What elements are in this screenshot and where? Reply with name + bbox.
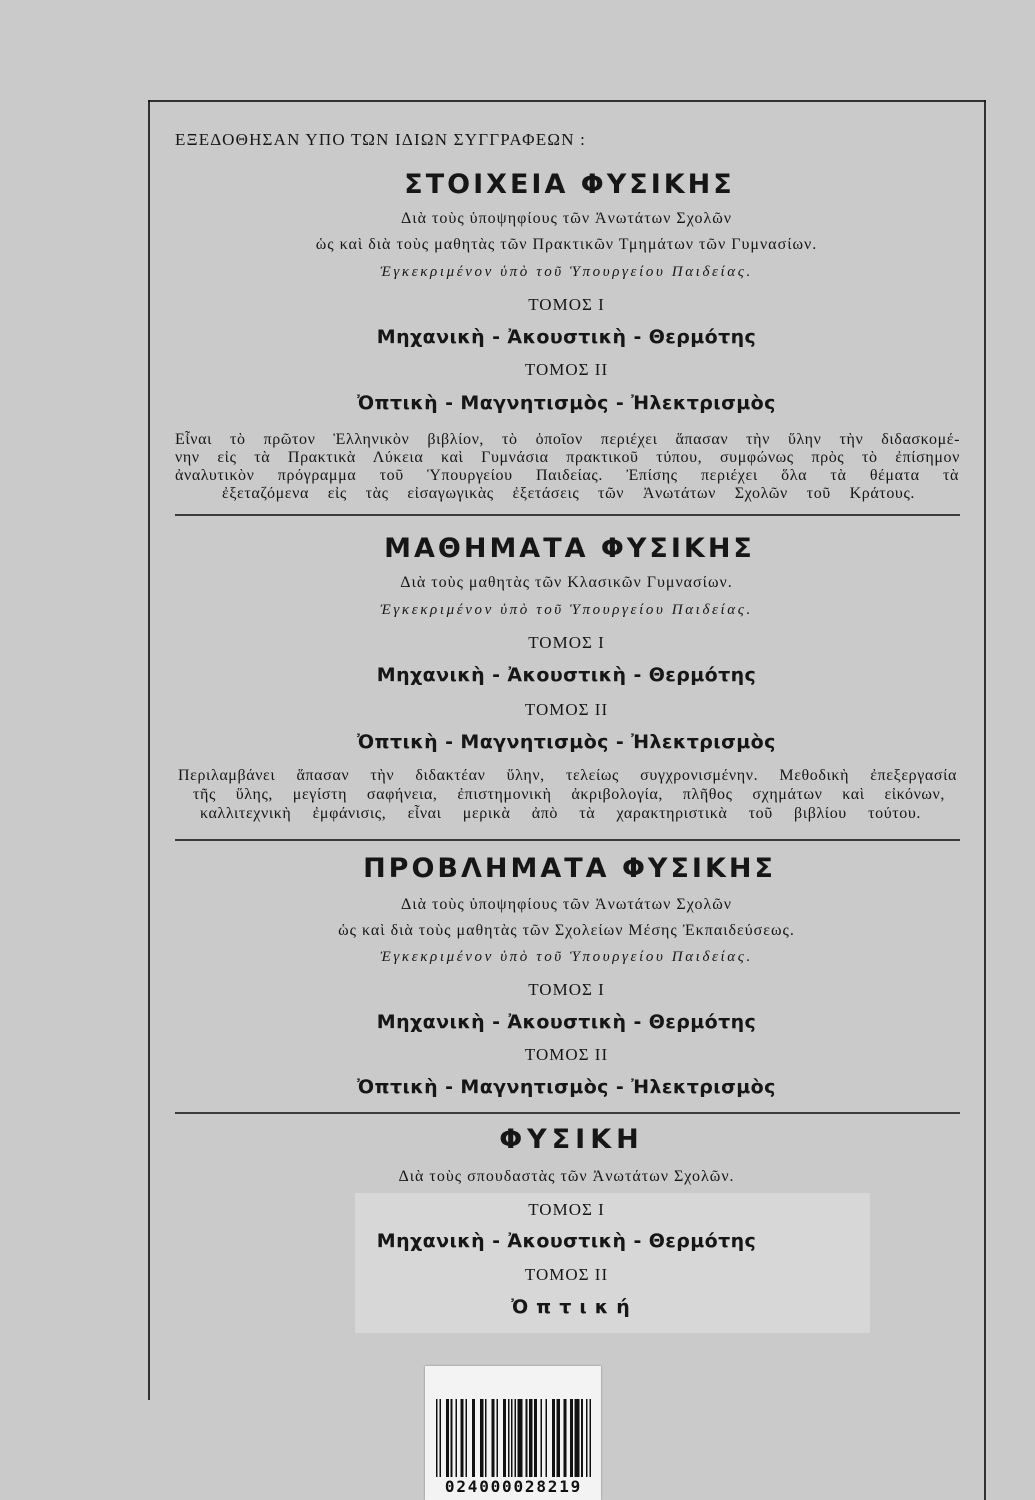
barcode-bars (436, 1399, 591, 1477)
volume-label: ΤΟΜΟΣ II (524, 1265, 609, 1284)
barcode-bar (491, 1399, 494, 1477)
audience-line: Διὰ τοὺς μαθητὰς τῶν Κλασικῶν Γυμνασίων. (400, 574, 733, 591)
volume-subjects: Μηχανικὴ - Ἀκουστικὴ - Θερμότης (376, 664, 757, 686)
audience-line: Διὰ τοὺς ὑποψηφίους τῶν Ἀνωτάτων Σχολῶν (401, 210, 732, 227)
description-line: καλλιτεχνικὴ ἐμφάνισις, εἶναι μερικὰ ἀπὸ τὰ χαρακτηριστικὰ τοῦ βιβλίου τούτου. (200, 805, 921, 822)
book-title: ΜΑΘΗΜΑΤΑ ΦΥΣΙΚΗΣ (384, 533, 755, 564)
barcode-number: 024000028219 (444, 1477, 583, 1496)
volume-label: ΤΟΜΟΣ I (528, 295, 605, 314)
audience-line: ὡς καὶ διὰ τοὺς μαθητὰς τῶν Σχολείων Μέσης Ἐκπαιδεύσεως. (338, 922, 795, 939)
volume-subjects: Ὀπτικὴ - Μαγνητισμὸς - Ἠλεκτρισμὸς (357, 392, 776, 414)
barcode-bar (472, 1399, 475, 1477)
barcode-bar (439, 1399, 441, 1477)
barcode-bar (570, 1399, 573, 1477)
barcode-bar (557, 1399, 560, 1477)
barcode-bar (526, 1399, 528, 1477)
barcode-bar (503, 1399, 506, 1477)
barcode-bar (589, 1399, 591, 1477)
approval-line: Ἐγκεκριμένον ὑπὸ τοῦ Ὑπουργείου Παιδείας. (380, 949, 753, 965)
barcode-bar (460, 1399, 463, 1477)
barcode-bar (480, 1399, 483, 1477)
barcode-bar (540, 1399, 542, 1477)
description-line: νην εἰς τὰ Πρακτικὰ Λύκεια καὶ Γυμνάσια πρακτικοῦ τύπου, συμφώνως πρὸς τὸ ἐπίσημον (175, 449, 960, 466)
barcode-bar (545, 1399, 547, 1477)
audience-line: Διὰ τοὺς ὑποψηφίους τῶν Ἀνωτάτων Σχολῶν (401, 896, 732, 913)
barcode-bar (534, 1399, 537, 1477)
barcode-bar (456, 1399, 458, 1477)
barcode-bar (446, 1399, 449, 1477)
volume-label: ΤΟΜΟΣ II (524, 360, 609, 379)
approval-line: Ἐγκεκριμένον ὑπὸ τοῦ Ὑπουργείου Παιδείας. (380, 264, 753, 280)
barcode-bar (485, 1399, 487, 1477)
approval-line: Ἐγκεκριμένον ὑπὸ τοῦ Ὑπουργείου Παιδείας. (380, 602, 753, 618)
book-title: ΣΤΟΙΧΕΙΑ ΦΥΣΙΚΗΣ (404, 169, 735, 200)
section-divider (175, 839, 960, 841)
barcode-bar (529, 1399, 532, 1477)
description-line: ἐξεταζόμενα εἰς τὰς εἰσαγωγικὰς ἐξετάσεις τῶν Ἀνωτάτων Σχολῶν τοῦ Κράτους. (222, 485, 915, 502)
barcode-bar (514, 1399, 516, 1477)
volume-subjects: Μηχανικὴ - Ἀκουστικὴ - Θερμότης (376, 326, 757, 348)
volume-label: ΤΟΜΟΣ I (528, 1200, 605, 1219)
section-divider (175, 514, 960, 516)
barcode-bar (563, 1399, 566, 1477)
publications-header: ΕΞΕΔΟΘΗΣΑΝ ΥΠΟ ΤΩΝ ΙΔΙΩΝ ΣΥΓΓΡΑΦΕΩΝ : (175, 130, 587, 149)
barcode-bar (518, 1399, 523, 1477)
barcode-bar (496, 1399, 498, 1477)
volume-label: ΤΟΜΟΣ II (524, 700, 609, 719)
description-line: Περιλαμβάνει ἅπασαν τὴν διδακτέαν ὕλην, τελείως συγχρονισμένην. Μεθοδικὴ ἐπεξεργασία (178, 767, 957, 784)
book-title: ΠΡΟΒΛΗΜΑΤΑ ΦΥΣΙΚΗΣ (363, 853, 776, 884)
barcode-bar (511, 1399, 513, 1477)
barcode-bar (508, 1399, 510, 1477)
section-divider (175, 1112, 960, 1114)
volume-subjects: Μηχανικὴ - Ἀκουστικὴ - Θερμότης (376, 1011, 757, 1033)
book-title: ΦΥΣΙΚΗ (499, 1124, 644, 1155)
volume-label: ΤΟΜΟΣ I (528, 633, 605, 652)
volume-subjects: Ὀπτικὴ - Μαγνητισμὸς - Ἠλεκτρισμὸς (357, 1076, 776, 1098)
barcode-bar (451, 1399, 453, 1477)
audience-line: Διὰ τοὺς σπουδαστὰς τῶν Ἀνωτάτων Σχολῶν. (398, 1168, 735, 1185)
description-line: ἀναλυτικὸν πρόγραμμα τοῦ Ὑπουργείου Παιδείας. Ἐπίσης περιέχει ὅλα τὰ θέματα τὰ (175, 467, 959, 484)
barcode-bar (552, 1399, 555, 1477)
barcode-bar (436, 1399, 438, 1477)
volume-label: ΤΟΜΟΣ I (528, 980, 605, 999)
audience-line: ὡς καὶ διὰ τοὺς μαθητὰς τῶν Πρακτικῶν Τμημάτων τῶν Γυμνασίων. (315, 236, 818, 253)
volume-label: ΤΟΜΟΣ II (524, 1045, 609, 1064)
volume-subjects: Ὀπτική (511, 1296, 638, 1318)
description-line: Εἶναι τὸ πρῶτον Ἑλληνικὸν βιβλίον, τὸ ὁποῖον περιέχει ἅπασαν τὴν ὕλην τὴν διδασκομέ- (175, 431, 960, 448)
barcode-bar (465, 1399, 467, 1477)
volume-subjects: Μηχανικὴ - Ἀκουστικὴ - Θερμότης (376, 1230, 757, 1252)
description-line: τῆς ὕλης, μεγίστη σαφήνεια, ἐπιστημονικὴ ἀκριβολογία, πλῆθος σχημάτων καὶ εἰκόνων, (193, 786, 945, 803)
frame-top-line (148, 100, 986, 102)
barcode-bar (581, 1399, 583, 1477)
barcode-bar (586, 1399, 588, 1477)
barcode-bar (575, 1399, 580, 1477)
volume-subjects: Ὀπτικὴ - Μαγνητισμὸς - Ἠλεκτρισμὸς (357, 731, 776, 753)
